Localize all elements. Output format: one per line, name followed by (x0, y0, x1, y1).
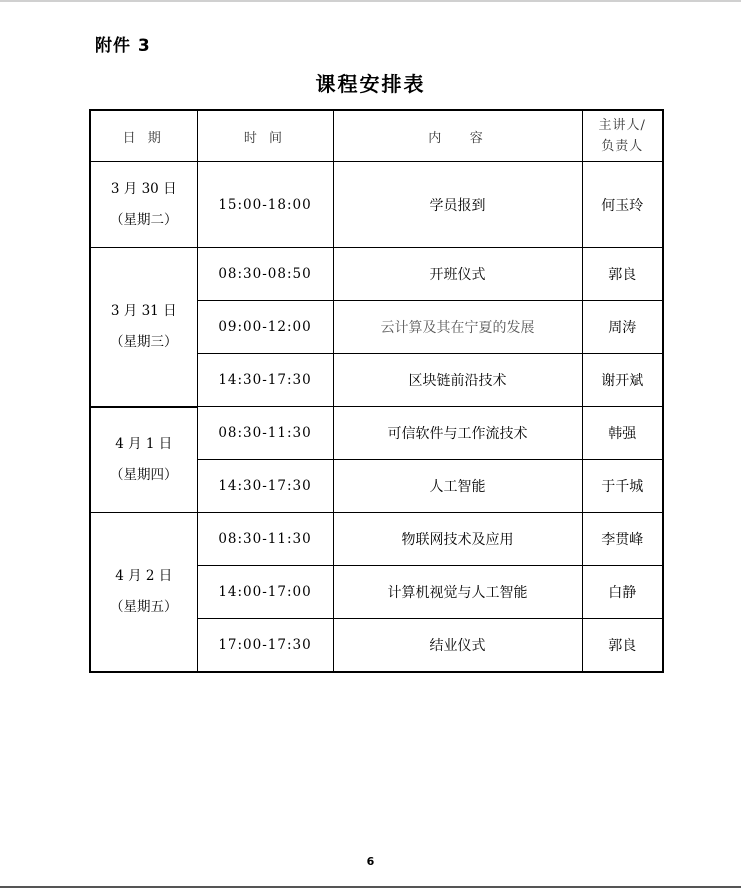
weekday-text: （星期四） (110, 466, 178, 483)
table-row (90, 162, 663, 248)
table-row (90, 407, 663, 460)
header-time: 时 间 (197, 110, 333, 162)
date-text: 4 月 2 日 (115, 568, 173, 584)
time-cell: 14:00-17:00 (197, 566, 333, 619)
date-text: 4 月 1 日 (115, 435, 173, 452)
content-cell: 学员报到 (333, 162, 582, 248)
header-person-line1: 主讲人/ (598, 118, 646, 133)
page-number: 6 (366, 855, 375, 868)
weekday-text: （星期五） (110, 599, 178, 615)
content-cell: 结业仪式 (333, 619, 582, 673)
header-date: 日 期 (90, 110, 197, 162)
table-header-row (90, 110, 663, 162)
date-cell (90, 407, 197, 513)
time-cell: 08:30-11:30 (197, 407, 333, 460)
weekday-text: （星期二） (110, 211, 178, 228)
person-cell: 何玉玲 (582, 162, 663, 248)
schedule-table (89, 109, 664, 673)
time-cell: 08:30-11:30 (197, 513, 333, 566)
content-cell: 区块链前沿技术 (333, 354, 582, 407)
person-cell: 郭良 (582, 619, 663, 673)
content-cell: 开班仪式 (333, 248, 582, 301)
person-cell: 于千城 (582, 460, 663, 513)
content-cell: 云计算及其在宁夏的发展 (333, 301, 582, 354)
time-cell: 15:00-18:00 (197, 162, 333, 248)
bottom-border-line (0, 886, 741, 888)
person-cell: 李贯峰 (582, 513, 663, 566)
date-text: 3 月 31 日 (110, 302, 177, 319)
date-cell (90, 248, 197, 407)
header-content: 内 容 (333, 110, 582, 162)
weekday-text: （星期三） (110, 333, 178, 350)
table-row (90, 513, 663, 566)
person-cell: 白静 (582, 566, 663, 619)
content-cell: 可信软件与工作流技术 (333, 407, 582, 460)
time-cell: 14:30-17:30 (197, 354, 333, 407)
time-cell: 17:00-17:30 (197, 619, 333, 673)
header-person-line2: 负责人 (601, 139, 644, 154)
person-cell: 郭良 (582, 248, 663, 301)
person-cell: 谢开斌 (582, 354, 663, 407)
top-border-line (0, 0, 741, 2)
content-cell: 人工智能 (333, 460, 582, 513)
header-person (582, 110, 663, 162)
time-cell: 09:00-12:00 (197, 301, 333, 354)
time-cell: 08:30-08:50 (197, 248, 333, 301)
content-cell: 物联网技术及应用 (333, 513, 582, 566)
time-cell: 14:30-17:30 (197, 460, 333, 513)
date-cell (90, 513, 197, 673)
person-cell: 韩强 (582, 407, 663, 460)
content-cell: 计算机视觉与人工智能 (333, 566, 582, 619)
date-cell (90, 162, 197, 248)
person-cell: 周涛 (582, 301, 663, 354)
table-row (90, 248, 663, 301)
page-title: 课程安排表 (315, 72, 426, 96)
date-text: 3 月 30 日 (110, 180, 177, 197)
attachment-label: 附件 3 (95, 36, 151, 56)
